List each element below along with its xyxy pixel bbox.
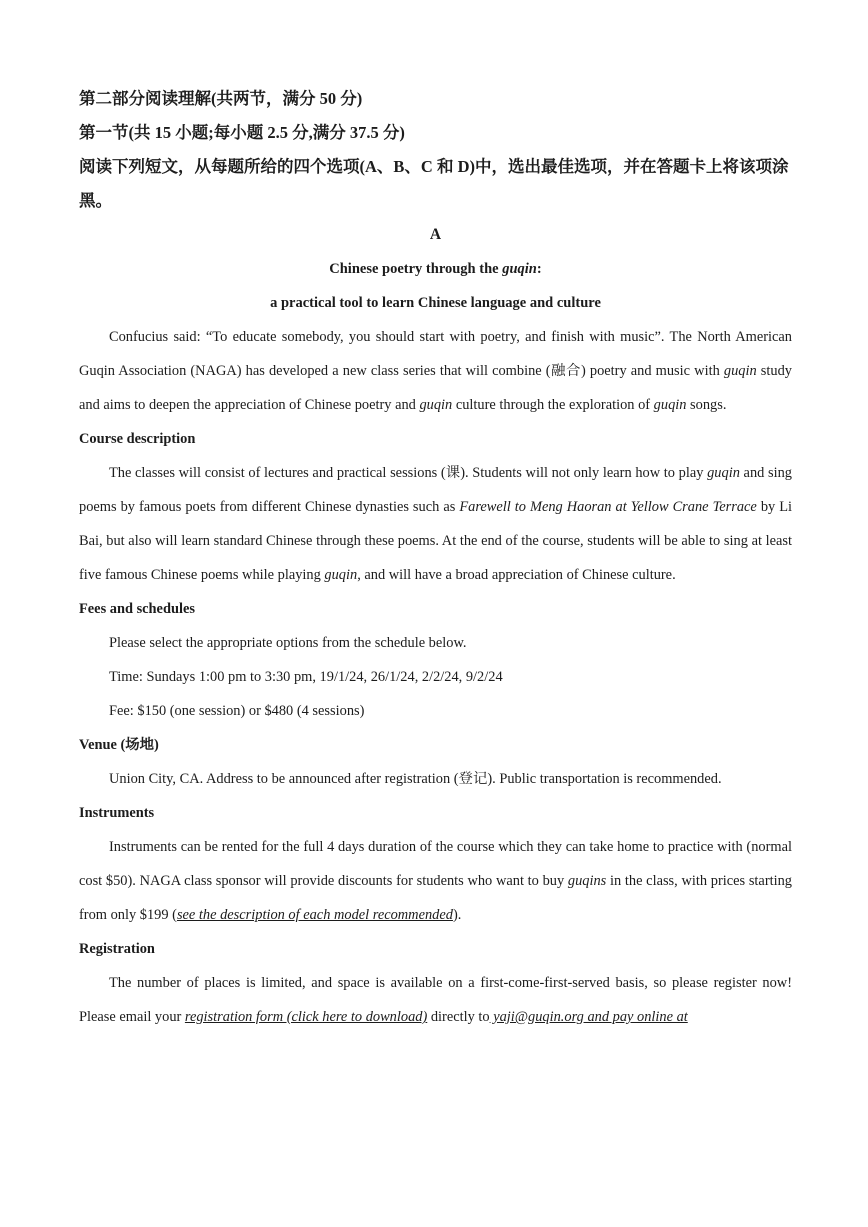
course-paragraph xyxy=(79,456,792,592)
registration-paragraph xyxy=(79,966,792,1034)
intro-text-4: songs. xyxy=(686,397,727,413)
venue-text: Union City, CA. Address to be announced after registration (登记). Public transportation is recommended. xyxy=(109,771,722,787)
instruments-heading: Instruments xyxy=(79,805,155,821)
venue-heading: Venue (场地) xyxy=(79,737,159,753)
registration-text-2: directly to xyxy=(427,1009,490,1025)
fees-line-1: Please select the appropriate options from the schedule below. xyxy=(109,635,467,651)
article-title xyxy=(79,252,792,286)
title-colon: : xyxy=(536,261,542,277)
course-text-2: and sing poems by famous poets from different Chinese dynasties such as xyxy=(79,465,792,515)
course-text-3: by Li Bai, but also will learn standard Chinese through these poems. At the end of the course, students will be able to sing at least five famous Chinese poems while playing xyxy=(79,499,793,583)
fees-line-2: Time: Sundays 1:00 pm to 3:30 pm, 19/1/24, 26/1/24, 2/2/24, 9/2/24 xyxy=(109,669,503,685)
fees-heading: Fees and schedules xyxy=(79,601,195,617)
model-description-link[interactable]: see the description of each model recommended xyxy=(176,907,453,923)
registration-heading: Registration xyxy=(79,941,155,957)
course-em-3: guqin xyxy=(324,567,358,583)
intro-em-3: guqin xyxy=(653,397,687,413)
title-guqin: guqin xyxy=(502,261,537,277)
intro-text-2: study and aims to deepen the appreciation of Chinese poetry and xyxy=(79,363,792,413)
course-heading: Course description xyxy=(79,431,196,447)
article-label: A xyxy=(429,226,442,243)
part-heading: 第二部分阅读理解(共两节，满分 50 分) xyxy=(79,89,363,108)
intro-em-2: guqin xyxy=(419,397,453,413)
instruments-em-1: guqins xyxy=(567,873,607,889)
intro-text-1: Confucius said: “To educate somebody, you should start with poetry, and finish with music”. The North American Guqin Association (NAGA) has developed a new class series that will combine (融合) poetry and music with xyxy=(79,329,792,379)
section-heading: 第一节(共 15 小题;每小题 2.5 分,满分 37.5 分) xyxy=(79,123,405,142)
intro-text-3: culture through the exploration of xyxy=(452,397,654,413)
registration-text-1: The number of places is limited, and space is available on a first-come-first-served basis, so please register now! Please email your xyxy=(79,975,792,1025)
registration-form-link[interactable]: registration form (click here to download) xyxy=(184,1009,428,1025)
intro-em-1: guqin xyxy=(723,363,757,379)
intro-paragraph xyxy=(79,320,792,422)
instruments-text-2: in the class, with prices starting from only $199 ( xyxy=(79,873,793,923)
instruments-text-3: ). xyxy=(452,907,462,923)
course-em-1: guqin xyxy=(707,465,740,481)
article-subtitle: a practical tool to learn Chinese language and culture xyxy=(270,295,601,311)
course-text-1: The classes will consist of lectures and practical sessions (课). Students will not only learn how to play xyxy=(109,465,708,481)
fees-line-3: Fee: $150 (one session) or $480 (4 sessions) xyxy=(109,703,365,719)
instruments-text-1: Instruments can be rented for the full 4 days duration of the course which they can take home to practice with (normal cost $50). NAGA class sponsor will provide discounts for students who want to buy xyxy=(79,839,792,889)
title-text: Chinese poetry through the xyxy=(329,261,503,277)
document-page xyxy=(79,82,792,1034)
course-poem-title: Farewell to Meng Haoran at Yellow Crane Terrace xyxy=(459,499,757,515)
email-link[interactable]: yaji@guqin.org and pay online at xyxy=(489,1009,688,1025)
instruments-paragraph xyxy=(79,830,792,932)
instruction-text: 阅读下列短文，从每题所给的四个选项(A、B、C 和 D)中，选出最佳选项，并在答题卡上将该项涂黑。 xyxy=(79,157,789,210)
course-text-4: , and will have a broad appreciation of Chinese culture. xyxy=(357,567,676,583)
